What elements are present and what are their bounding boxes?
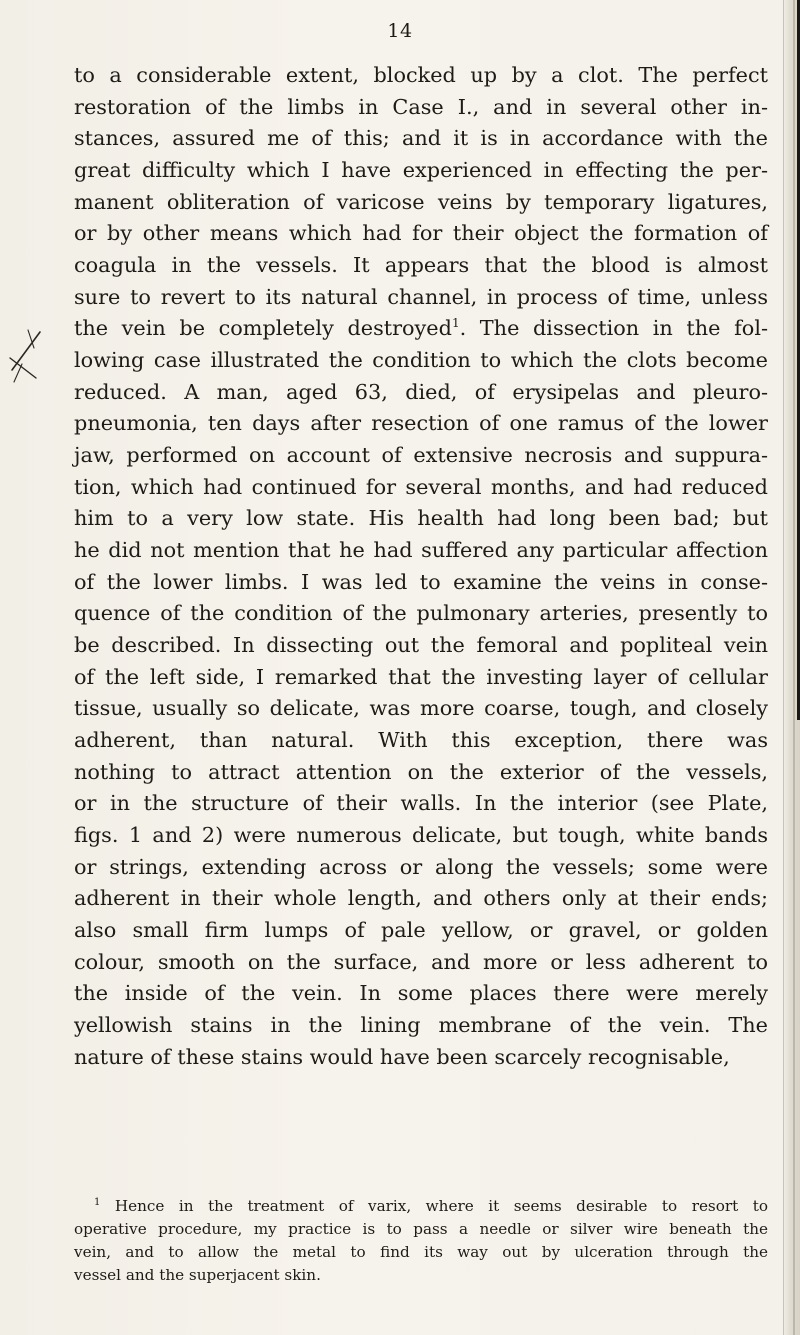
- text-line: colour, smooth on the surface, and more or less adherent to: [74, 949, 768, 974]
- text-line: tissue, usually so delicate, was more coarse, tough, and closely: [74, 696, 768, 721]
- text-line: restoration of the limbs in Case I., and in several other in-: [74, 94, 768, 119]
- text-line: or by other means which had for their object the formation of: [74, 221, 768, 246]
- footnote-line: vein, and to allow the metal to find its way out by ulceration through the: [74, 1243, 768, 1261]
- text-line: adherent, than natural. With this exception, there was: [74, 728, 768, 753]
- footnote-line: operative procedure, my practice is to pass a needle or silver wire beneath the: [74, 1220, 768, 1238]
- footnote-line: [74, 1195, 768, 1218]
- text-line: jaw, performed on account of extensive necrosis and suppura-: [74, 443, 768, 468]
- text-line: lowing case illustrated the condition to which the clots become: [74, 348, 768, 373]
- text-segment: . The dissection in the fol-: [459, 316, 768, 341]
- text-line-with-footnote-ref: [74, 313, 768, 345]
- footnote-marker: 1: [94, 1196, 101, 1208]
- text-line: quence of the condition of the pulmonary arteries, presently to: [74, 601, 768, 626]
- margin-cross-mark-icon: [6, 318, 46, 388]
- text-line: also small firm lumps of pale yellow, or gravel, or golden: [74, 918, 768, 943]
- text-line: he did not mention that he had suffered any particular affection: [74, 538, 768, 563]
- text-line: coagula in the vessels. It appears that the blood is almost: [74, 253, 768, 278]
- footnote: [74, 1195, 768, 1287]
- text-line: nature of these stains would have been scarcely recognisable,: [74, 1044, 730, 1069]
- text-line: the inside of the vein. In some places there were merely: [74, 981, 768, 1006]
- text-line: of the lower limbs. I was led to examine the veins in conse-: [74, 569, 768, 594]
- footnote-text: Hence in the treatment of varix, where it seems desirable to resort to: [114, 1197, 768, 1215]
- text-line: tion, which had continued for several months, and had reduced: [74, 474, 768, 499]
- text-line: stances, assured me of this; and it is in accordance with the: [74, 126, 768, 151]
- text-line: nothing to attract attention on the exterior of the vessels,: [74, 759, 768, 784]
- text-line: figs. 1 and 2) were numerous delicate, but tough, white bands: [74, 823, 768, 848]
- text-line: pneumonia, ten days after resection of one ramus of the lower: [74, 411, 768, 436]
- text-line: him to a very low state. His health had long been bad; but: [74, 506, 768, 531]
- text-line: sure to revert to its natural channel, in process of time, unless: [74, 284, 768, 309]
- text-segment: the vein be completely destroyed: [74, 316, 452, 341]
- text-line: or strings, extending across or along the vessels; some were: [74, 854, 768, 879]
- text-line: to a considerable extent, blocked up by a clot. The perfect: [74, 63, 768, 87]
- text-line: great difficulty which I have experienced in effecting the per-: [74, 158, 768, 183]
- body-text: [74, 60, 768, 1074]
- text-line: reduced. A man, aged 63, died, of erysipelas and pleuro-: [74, 379, 768, 404]
- text-line: be described. In dissecting out the femoral and popliteal vein: [74, 633, 768, 658]
- text-line: adherent in their whole length, and others only at their ends;: [74, 886, 768, 911]
- binding-mark: [785, 0, 800, 720]
- footnote-reference: 1: [451, 316, 460, 331]
- text-line: yellowish stains in the lining membrane of the vein. The: [74, 1013, 768, 1038]
- page-number: 14: [387, 20, 413, 42]
- footnote-line: vessel and the superjacent skin.: [74, 1266, 321, 1284]
- text-line: or in the structure of their walls. In the interior (see Plate,: [74, 791, 768, 816]
- text-line: manent obliteration of varicose veins by temporary ligatures,: [74, 189, 768, 214]
- text-line: of the left side, I remarked that the investing layer of cellular: [74, 664, 768, 689]
